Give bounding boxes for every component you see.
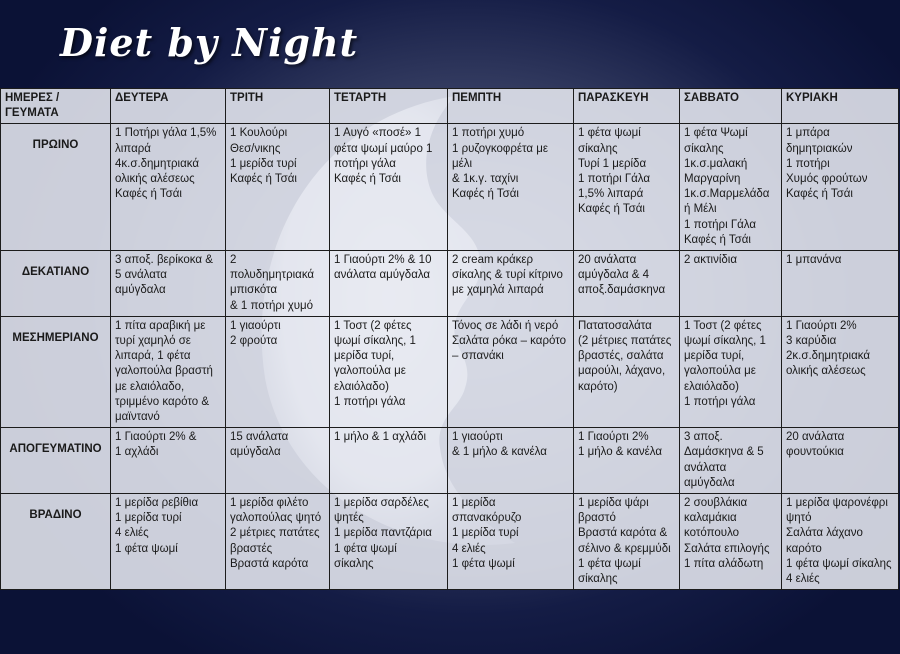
table-cell: 1 φέτα Ψωμί σίκαλης 1κ.σ.μαλακή Μαργαρίνη 1κ.σ.Μαρμελάδα ή Μέλι 1 ποτήρι Γάλα Καφές ή Τσάι <box>680 124 782 251</box>
table-cell: 1 γιαούρτι & 1 μήλο & κανέλα <box>448 428 574 494</box>
table-cell: Τόνος σε λάδι ή νερό Σαλάτα ρόκα – καρότο – σπανάκι <box>448 316 574 427</box>
table-cell: 1 μερίδα ψάρι βραστό Βραστά καρότα & σέλινο & κρεμμύδι 1 φέτα ψωμί σίκαλης <box>574 494 680 590</box>
table-cell: 2 σουβλάκια καλαμάκια κοτόπουλο Σαλάτα επιλογής 1 πίτα αλάδωτη <box>680 494 782 590</box>
table-cell: 2 ακτινίδια <box>680 251 782 317</box>
header-friday: ΠΑΡΑΣΚΕΥΗ <box>574 89 680 124</box>
page-title: Diet by Night <box>60 20 359 65</box>
table-cell: Πατατοσαλάτα (2 μέτριες πατάτες βραστές, σαλάτα μαρούλι, λάχανο, καρότο) <box>574 316 680 427</box>
table-cell: 1 Γιαούρτι 2% 3 καρύδια 2κ.σ.δημητριακά ολικής αλέσεως <box>782 316 899 427</box>
table-row <box>1 494 899 590</box>
meal-label: ΔΕΚΑΤΙΑΝΟ <box>1 251 111 317</box>
table-cell: 20 ανάλατα φουντούκια <box>782 428 899 494</box>
table-cell: 3 αποξ. βερίκοκα & 5 ανάλατα αμύγδαλα <box>111 251 226 317</box>
header-tuesday: ΤΡΙΤΗ <box>226 89 330 124</box>
table-cell: 1 μπανάνα <box>782 251 899 317</box>
header-sunday: ΚΥΡΙΑΚΗ <box>782 89 899 124</box>
table-cell: 1 ποτήρι χυμό 1 ρυζογκοφρέτα με μέλι & 1κ.γ. ταχίνι Καφές ή Τσάι <box>448 124 574 251</box>
table-cell: 2 πολυδημητριακά μπισκότα & 1 ποτήρι χυμό <box>226 251 330 317</box>
table-cell: 1 Τοστ (2 φέτες ψωμί σίκαλης, 1 μερίδα τυρί, γαλοπούλα με ελαιόλαδο) 1 ποτήρι γάλα <box>330 316 448 427</box>
table-cell: 1 Γιαούρτι 2% & 1 αχλάδι <box>111 428 226 494</box>
table-row <box>1 251 899 317</box>
table-cell: 1 φέτα ψωμί σίκαλης Τυρί 1 μερίδα 1 ποτήρι Γάλα 1,5% λιπαρά Καφές ή Τσάι <box>574 124 680 251</box>
table-cell: 1 μερίδα σαρδέλες ψητές 1 μερίδα παντζάρια 1 φέτα ψωμί σίκαλης <box>330 494 448 590</box>
header-wednesday: ΤΕΤΑΡΤΗ <box>330 89 448 124</box>
table-cell: 20 ανάλατα αμύγδαλα & 4 αποξ.δαμάσκηνα <box>574 251 680 317</box>
header-row <box>1 89 899 124</box>
table-cell: 1 μπάρα δημητριακών 1 ποτήρι Χυμός φρούτων Καφές ή Τσάι <box>782 124 899 251</box>
table-row <box>1 316 899 427</box>
table-cell: 1 Αυγό «ποσέ» 1 φέτα ψωμί μαύρο 1 ποτήρι γάλα Καφές ή Τσάι <box>330 124 448 251</box>
header-monday: ΔΕΥΤΕΡΑ <box>111 89 226 124</box>
table-cell: 1 μερίδα φιλέτο γαλοπούλας ψητό 2 μέτριες πατάτες βραστές Βραστά καρότα <box>226 494 330 590</box>
meal-label: ΑΠΟΓΕΥΜΑΤΙΝΟ <box>1 428 111 494</box>
table-cell: 1 γιαούρτι 2 φρούτα <box>226 316 330 427</box>
table-row <box>1 428 899 494</box>
table-cell: 3 αποξ. Δαμάσκηνα & 5 ανάλατα αμύγδαλα <box>680 428 782 494</box>
meal-label: ΠΡΩΙΝΟ <box>1 124 111 251</box>
table-cell: 1 Κουλούρι Θεσ/νικης 1 μερίδα τυρί Καφές ή Τσάι <box>226 124 330 251</box>
table-cell: 1 μερίδα ρεβίθια 1 μερίδα τυρί 4 ελιές 1 φέτα ψωμί <box>111 494 226 590</box>
table-cell: 1 Γιαούρτι 2% & 10 ανάλατα αμύγδαλα <box>330 251 448 317</box>
header-thursday: ΠΕΜΠΤΗ <box>448 89 574 124</box>
table-cell: 1 Γιαούρτι 2% 1 μήλο & κανέλα <box>574 428 680 494</box>
table-cell: 1 μερίδα σπανακόρυζο 1 μερίδα τυρί 4 ελιές 1 φέτα ψωμί <box>448 494 574 590</box>
table-cell: 1 Τοστ (2 φέτες ψωμί σίκαλης, 1 μερίδα τυρί, γαλοπούλα με ελαιόλαδο) 1 ποτήρι γάλα <box>680 316 782 427</box>
table-cell: 15 ανάλατα αμύγδαλα <box>226 428 330 494</box>
table-cell: 1 Ποτήρι γάλα 1,5% λιπαρά 4κ.σ.δημητριακά ολικής αλέσεως Καφές ή Τσάι <box>111 124 226 251</box>
meal-label: ΜΕΣΗΜΕΡΙΑΝΟ <box>1 316 111 427</box>
diet-table <box>0 88 899 590</box>
table-cell: 1 πίτα αραβική με τυρί χαμηλό σε λιπαρά, 1 φέτα γαλοπούλα βραστή με ελαιόλαδο, τριμμένο καρότο & μαϊντανό <box>111 316 226 427</box>
header-saturday: ΣΑΒΒΑΤΟ <box>680 89 782 124</box>
meal-label: ΒΡΑΔΙΝΟ <box>1 494 111 590</box>
table-cell: 1 μερίδα ψαρονέφρι ψητό Σαλάτα λάχανο καρότο 1 φέτα ψωμί σίκαλης 4 ελιές <box>782 494 899 590</box>
table-cell: 2 cream κράκερ σίκαλης & τυρί κίτρινο με χαμηλά λιπαρά <box>448 251 574 317</box>
table-row <box>1 124 899 251</box>
table-cell: 1 μήλο & 1 αχλάδι <box>330 428 448 494</box>
header-days-meals: ΗΜΕΡΕΣ / ΓΕΥΜΑΤΑ <box>1 89 111 124</box>
